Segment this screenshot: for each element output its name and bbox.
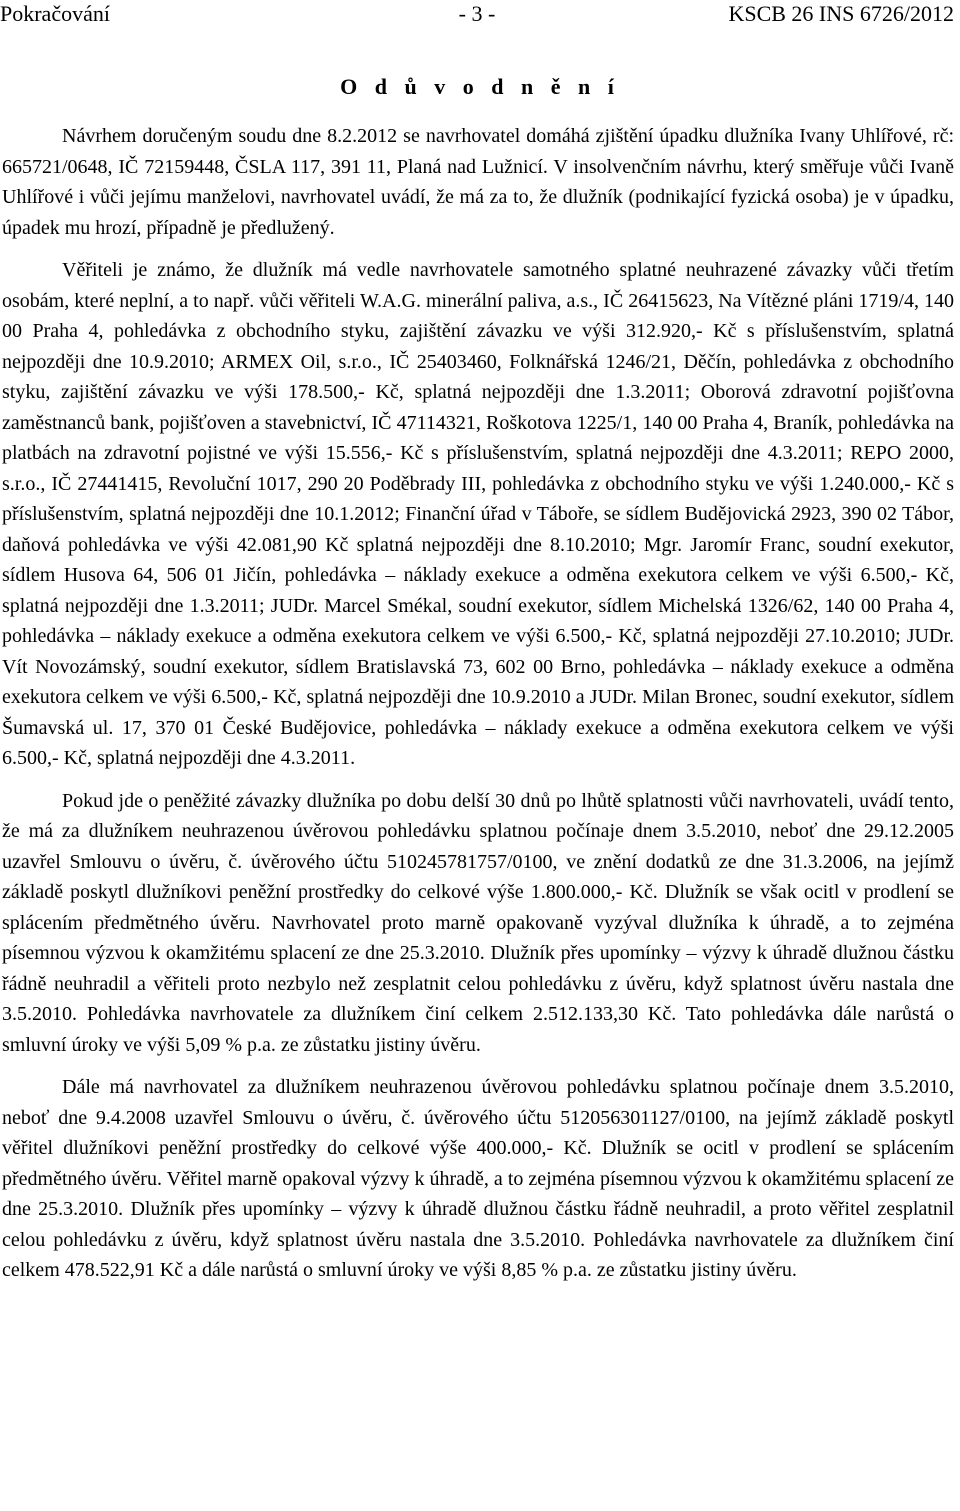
section-title: O d ů v o d n ě n í — [340, 74, 620, 99]
page-number: - 3 - — [458, 1, 496, 26]
paragraph-3: Pokud jde o peněžité závazky dlužníka po dobu delší 30 dnů po lhůtě splatnosti vůči navrhovateli, uvádí tento, že má za dlužníkem neuhrazenou úvěrovou pohledávku splatnou počínaje dnem 3.5.2010, neboť dne 29.12.2005 uzavřel Smlouvu o úvěru, č. úvěrového účtu 510245781757/0100, ve znění dodatků ze dne 31.3.2006, na jejímž základě poskytl dlužníkovi peněžní prostředky do celkové výše 1.800.000,- Kč. Dlužník se však ocitl v prodlení se splácením předmětného úvěru. Navrhovatel proto marně opakovaně vyzýval dlužníka k úhradě, a to zejména písemnou výzvou k okamžitému splacení ze dne 25.3.2010. Dlužník přes upomínky – výzvy k úhradě dlužnou částku řádně neuhradil a věřiteli proto nezbylo než zesplatnit celou pohledávku z úvěru, když splatnost úvěru nastala dne 3.5.2010. Pohledávka navrhovatele za dlužníkem činí celkem 2.512.133,30 Kč. Tato pohledávka dále narůstá o smluvní úroky ve výši 5,09 % p.a. ze zůstatku jistiny úvěru. — [2, 789, 954, 1056]
case-number: KSCB 26 INS 6726/2012 — [728, 1, 954, 26]
document-body — [2, 121, 954, 1286]
page-header — [0, 0, 954, 32]
continuation-label: Pokračování — [0, 1, 110, 26]
paragraph-1: Návrhem doručeným soudu dne 8.2.2012 se navrhovatel domáhá zjištění úpadku dlužníka Ivany Uhlířové, rč: 665721/0648, IČ 72159448, ČSLA 117, 391 11, Planá nad Lužnicí. V insolvenčním návrhu, který směřuje vůči Ivaně Uhlířové i vůči jejímu manželovi, navrhovatel uvádí, že má za to, že dlužník (podnikající fyzická osoba) je v úpadku, úpadek mu hrozí, případně je předlužený. — [2, 125, 954, 239]
paragraph-4: Dále má navrhovatel za dlužníkem neuhrazenou úvěrovou pohledávku splatnou počínaje dnem 3.5.2010, neboť dne 9.4.2008 uzavřel Smlouvu o úvěru, č. úvěrového účtu 512056301127/0100, na jejímž základě poskytl věřitel dlužníkovi peněžní prostředky do celkové výše 400.000,- Kč. Dlužník se ocitl v prodlení se splácením předmětného úvěru. Věřitel marně opakoval výzvy k úhradě, a to zejména písemnou výzvou k okamžitému splacení ze dne 25.3.2010. Dlužník přes upomínky – výzvy k úhradě dlužnou částku řádně neuhradil, a proto věřitel zesplatnil celou pohledávku z úvěru, když splatnost úvěru nastala dne 3.5.2010. Pohledávka navrhovatele za dlužníkem činí celkem 478.522,91 Kč a dále narůstá o smluvní úroky ve výši 8,85 % p.a. ze zůstatku jistiny úvěru. — [2, 1076, 954, 1281]
paragraph-2: Věřiteli je známo, že dlužník má vedle navrhovatele samotného splatné neuhrazené závazky vůči třetím osobám, které neplní, a to např. vůči věřiteli W.A.G. minerální paliva, a.s., IČ 26415623, Na Vítězné pláni 1719/4, 140 00 Praha 4, pohledávka z obchodního styku, zajištění závazku ve výši 312.920,- Kč s příslušenstvím, splatná nejpozději dne 10.9.2010; ARMEX Oil, s.r.o., IČ 25403460, Folknářská 1246/21, Děčín, pohledávka z obchodního styku, zajištění závazku ve výši 178.500,- Kč, splatná nejpozději dne 1.3.2011; Oborová zdravotní pojišťovna zaměstnanců bank, pojišťoven a stavebnictví, IČ 47114321, Roškotova 1225/1, 140 00 Praha 4, Braník, pohledávka na platbách na zdravotní pojistné ve výši 15.556,- Kč s příslušenstvím, splatná nejpozději dne 4.3.2011; REPO 2000, s.r.o., IČ 27441415, Revoluční 1017, 290 20 Poděbrady III, pohledávka z obchodního styku ve výši 1.240.000,- Kč s příslušenstvím, splatná nejpozději dne 10.1.2012; Finanční úřad v Táboře, se sídlem Budějovická 2923, 390 02 Tábor, daňová pohledávka ve výši 42.081,90 Kč splatná nejpozději dne 8.10.2010; Mgr. Jaromír Franc, soudní exekutor, sídlem Husova 64, 506 01 Jičín, pohledávka – náklady exekuce a odměna exekutora celkem ve výši 6.500,- Kč, splatná nejpozději dne 1.3.2011; JUDr. Marcel Smékal, soudní exekutor, sídlem Michelská 1326/62, 140 00 Praha 4, pohledávka – náklady exekuce a odměna exekutora celkem ve výši 6.500,- Kč, splatná nejpozději 27.10.2010; JUDr. Vít Novozámský, soudní exekutor, sídlem Bratislavská 73, 602 00 Brno, pohledávka – náklady exekuce a odměna exekutora celkem ve výši 6.500,- Kč, splatná nejpozději dne 10.9.2010 a JUDr. Milan Bronec, soudní exekutor, sídlem Šumavská ul. 17, 370 01 České Budějovice, pohledávka – náklady exekuce a odměna exekutora celkem ve výši 6.500,- Kč, splatná nejpozději dne 4.3.2011. — [2, 259, 954, 769]
